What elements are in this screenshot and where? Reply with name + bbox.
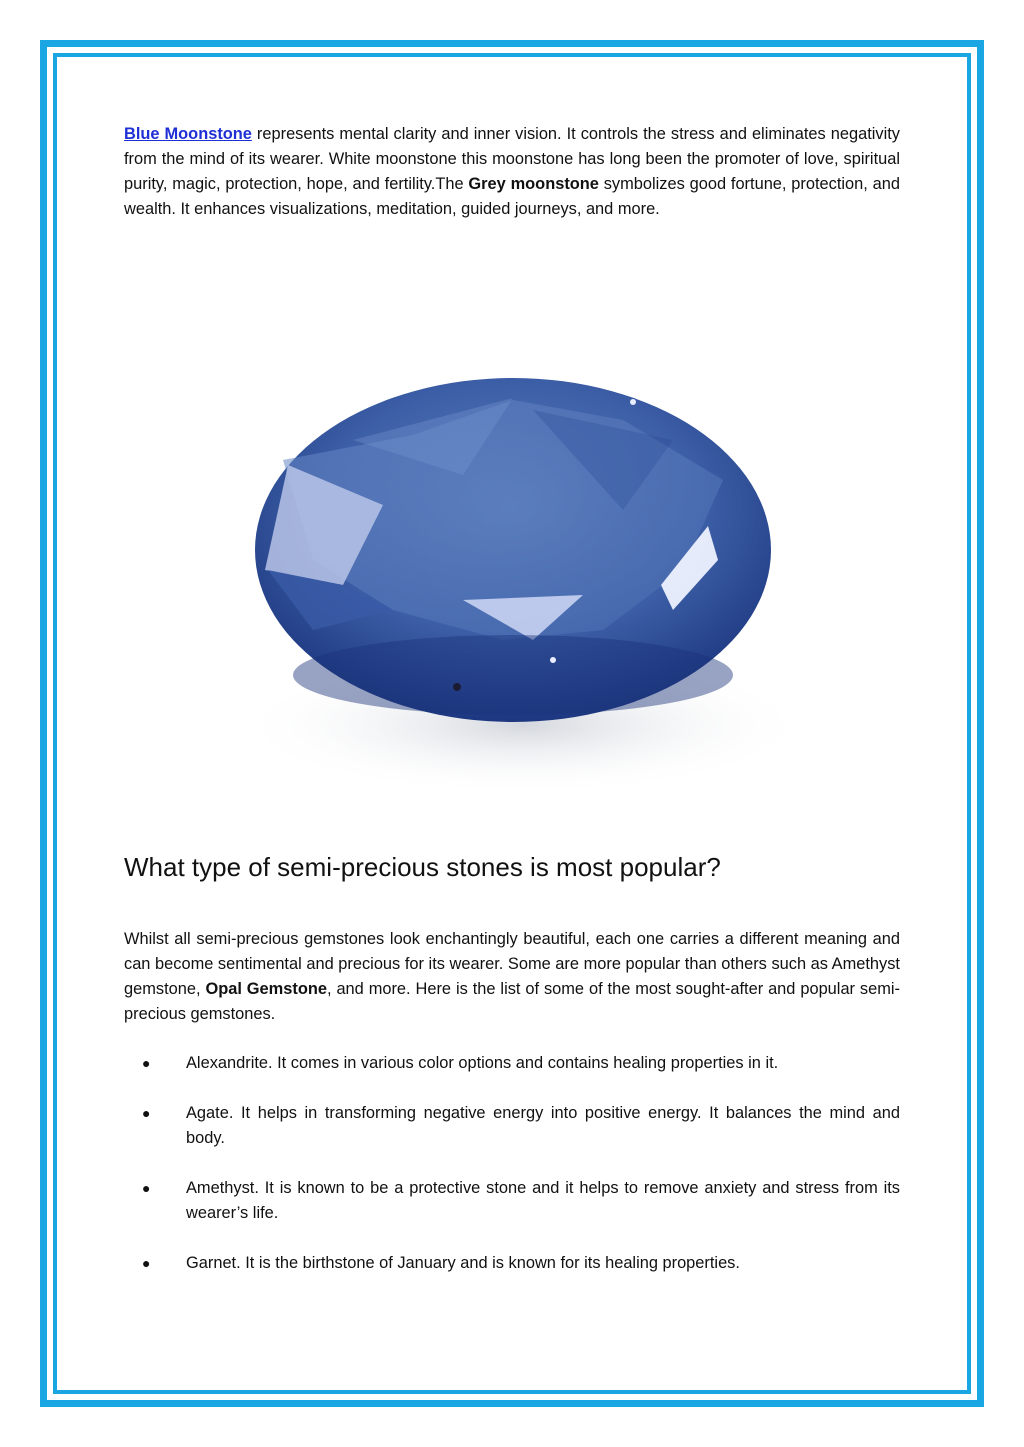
blue-gemstone-image	[203, 330, 829, 822]
intro-text-1: represents mental clarity and inner vision. It controls the stress and eliminates negativity from the mind of its wearer. White moonstone this moonstone has long been the promoter of love, spiritual purity, magic, protection, hope, and fertility.The	[124, 125, 900, 193]
grey-moonstone-bold: Grey moonstone	[468, 175, 599, 193]
bullet-icon: ●	[142, 1255, 151, 1271]
list-item-text: Alexandrite. It comes in various color options and contains healing properties in it.	[186, 1054, 779, 1072]
section-heading: What type of semi-precious stones is most popular?	[124, 852, 721, 882]
intro-text-2: symbolizes good fortune, protection, and wealth. It enhances visualizations, meditation, guided journeys, and more.	[124, 175, 900, 218]
popular-text-2: , and more. Here is the list of some of the most sought-after and popular semi-precious gemstones.	[124, 980, 900, 1023]
popular-text-1: Whilst all semi-precious gemstones look enchantingly beautiful, each one carries a different meaning and can become sentimental and precious for its wearer. Some are more popular than others such as Amethyst gemstone,	[124, 930, 900, 998]
intro-paragraph	[124, 122, 900, 222]
blue-moonstone-link[interactable]: Blue Moonstone	[124, 125, 252, 143]
bullet-icon: ●	[142, 1180, 151, 1196]
popular-paragraph	[124, 927, 900, 1027]
bullet-icon: ●	[142, 1105, 151, 1121]
list-item	[124, 1176, 900, 1226]
list-item	[124, 1101, 900, 1151]
list-item	[124, 1051, 900, 1076]
list-item-text: Agate. It helps in transforming negative energy into positive energy. It balances the mind and body.	[186, 1104, 900, 1147]
list-item-text: Amethyst. It is known to be a protective stone and it helps to remove anxiety and stress from its wearer’s life.	[186, 1179, 900, 1222]
bullet-icon: ●	[142, 1055, 151, 1071]
list-item	[124, 1251, 900, 1276]
intro-section	[124, 122, 900, 222]
opal-gemstone-bold: Opal Gemstone	[205, 980, 327, 998]
popular-section	[124, 927, 900, 1027]
gemstone-list	[124, 1051, 900, 1301]
list-item-text: Garnet. It is the birthstone of January and is known for its healing properties.	[186, 1254, 740, 1272]
